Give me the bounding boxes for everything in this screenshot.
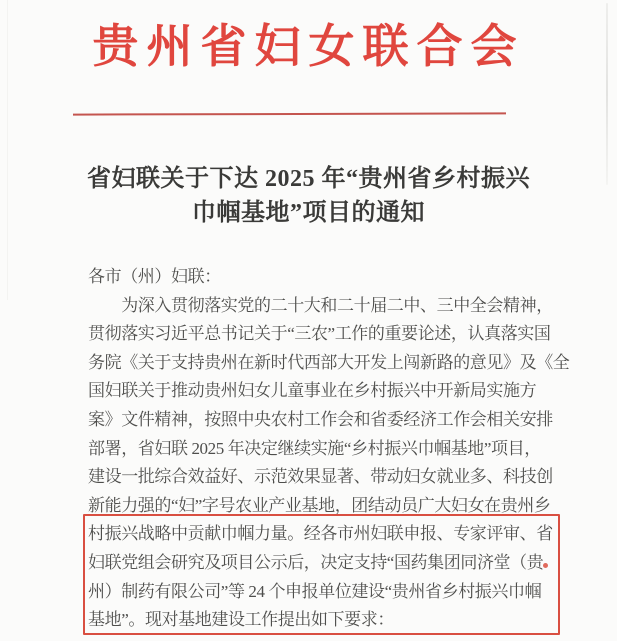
body-line: 妇联党组会研究及项目公示后，决定支持“国药集团同济堂（贵: [88, 552, 544, 572]
body-text: [88, 263, 570, 635]
body-line: 新能力强的“妇”字号农业产业基地，团结动员广大妇女在贵州乡: [88, 495, 551, 515]
doc-title: [0, 162, 617, 230]
body-line: 贯彻落实习近平总书记关于“三农”工作的重要论述，认真落实国: [88, 324, 551, 344]
red-dot-mark: [543, 563, 548, 568]
salutation: 各市（州）妇联：: [88, 267, 221, 286]
body-line: 国妇联关于推动贵州妇女儿童事业在乡村振兴中开新局实施方: [88, 381, 537, 401]
body-line: 基地”。现对基地建设工作提出如下要求：: [88, 610, 394, 630]
doc-title-line1: 省妇联关于下达 2025 年“贵州省乡村振兴: [87, 166, 530, 192]
letterhead-rule: [73, 112, 506, 115]
body-line: 务院《关于支持贵州在新时代西部大开发上闯新路的意见》及《全: [88, 352, 570, 372]
body-line: 建设一批综合效益好、示范效果显著、带动妇女就业多、科技创: [88, 467, 553, 487]
body-line: 部署，省妇联 2025 年决定继续实施“乡村振兴巾帼基地”项目，: [88, 438, 541, 458]
doc-title-line2: 巾帼基地”项目的通知: [192, 200, 425, 226]
letterhead-org-name: 贵州省妇女联合会: [92, 21, 525, 72]
body-line: 州）制药有限公司”等 24 个申报单位建设“贵州省乡村振兴巾帼: [88, 581, 542, 601]
body-line: 案》文件精神，按照中央农村工作会和省委经济工作会相关安排: [88, 409, 553, 429]
body-line: 村振兴战略中贡献巾帼力量。经各市州妇联申报、专家评审、省: [88, 524, 553, 544]
body-line: 为深入贯彻落实党的二十大和二十届二中、三中全会精神，: [88, 295, 553, 315]
